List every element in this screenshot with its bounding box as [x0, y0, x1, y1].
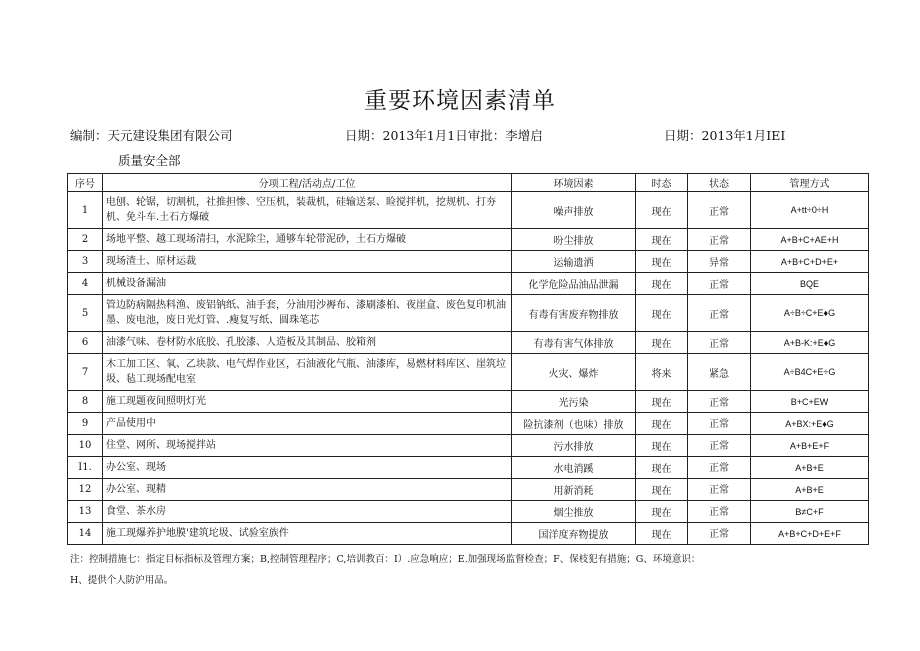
cell-factor: 用新消耗: [512, 479, 636, 501]
cell-state: 异常: [688, 251, 751, 273]
environmental-factors-table: [67, 173, 869, 545]
cell-no: 14: [68, 523, 103, 545]
table-row: [68, 192, 869, 229]
cell-factor: 光污染: [512, 391, 636, 413]
date-approval-label: 日期：2013年1月1日审批：李增启: [345, 128, 543, 143]
cell-management: B≠C+F: [751, 501, 869, 523]
cell-state: 正常: [688, 479, 751, 501]
compiler-label: 编制：天元建设集团有限公司: [70, 128, 233, 143]
cell-state: 正常: [688, 295, 751, 332]
cell-activity: 住堂、网所、现场搅拌站: [103, 435, 512, 457]
cell-no: 5: [68, 295, 103, 332]
cell-no: 9: [68, 413, 103, 435]
cell-no: 8: [68, 391, 103, 413]
cell-factor: 国洋度弃物提放: [512, 523, 636, 545]
cell-factor: 有毒有害废弃物排放: [512, 295, 636, 332]
cell-activity: 办公室、现精: [103, 479, 512, 501]
cell-management: A+B-K:+E♦G: [751, 332, 869, 354]
cell-factor: 有毒有害气体排放: [512, 332, 636, 354]
cell-no: 6: [68, 332, 103, 354]
cell-state: 紧急: [688, 354, 751, 391]
cell-state: 正常: [688, 523, 751, 545]
table-row: [68, 501, 869, 523]
cell-factor: 噪声排放: [512, 192, 636, 229]
cell-no: 10: [68, 435, 103, 457]
footnote-line-1: 注：控制措施七：指定目标指标及管理方案；B,控制管理程序；C,培训教百：I）.应急响应；E.加强现场监督检查；F、保枝犯有措施；G、环境意识：: [70, 554, 701, 565]
document-title: 重要环境因素清单: [364, 88, 556, 114]
cell-factor: 水电消蹊: [512, 457, 636, 479]
cell-state: 正常: [688, 391, 751, 413]
cell-tense: 现在: [636, 273, 688, 295]
cell-tense: 现在: [636, 229, 688, 251]
cell-state: 正常: [688, 332, 751, 354]
table-row: [68, 457, 869, 479]
table-row: [68, 251, 869, 273]
cell-no: 2: [68, 229, 103, 251]
cell-tense: 现在: [636, 501, 688, 523]
cell-no: 12: [68, 479, 103, 501]
table-row: [68, 479, 869, 501]
cell-activity: 施工现爆养护地膜'建筑坨圾、试验室族件: [103, 523, 512, 545]
cell-management: A÷B4C+E÷G: [751, 354, 869, 391]
col-header-state: 状态: [688, 174, 751, 192]
cell-tense: 现在: [636, 457, 688, 479]
cell-state: 正常: [688, 192, 751, 229]
cell-activity: 电刨、轮锯，切割机，社推担惨、空压机，装裁机，硅输送泵、睑搅拌机，挖规机、打夯机、免斗车.土石方爆破: [103, 192, 512, 229]
cell-management: A+B+C+AE+H: [751, 229, 869, 251]
cell-tense: 现在: [636, 295, 688, 332]
cell-tense: 现在: [636, 391, 688, 413]
cell-state: 正常: [688, 229, 751, 251]
cell-state: 正常: [688, 457, 751, 479]
cell-no: I1.: [68, 457, 103, 479]
col-header-activity: 分项工程/活动点/工位: [103, 174, 512, 192]
cell-tense: 将来: [636, 354, 688, 391]
cell-activity: 现场渣土、原材运裁: [103, 251, 512, 273]
cell-factor: 化学危险品油品泄漏: [512, 273, 636, 295]
cell-tense: 现在: [636, 192, 688, 229]
cell-state: 正常: [688, 413, 751, 435]
table-header-row: [68, 174, 869, 192]
cell-management: A+B+E+F: [751, 435, 869, 457]
cell-activity: 管边防病隔热料渔、废铝钠纸、油手套，分油用沙褥布、漆刷漆桕、夜崖盒、废色复印机油墨、废电池，废日光灯管、.瘦复写纸、圆珠笔芯: [103, 295, 512, 332]
cell-factor: 运输遗洒: [512, 251, 636, 273]
cell-no: 7: [68, 354, 103, 391]
date-label: 日期：2013年1月IEI: [664, 128, 786, 143]
cell-activity: 木工加工区、氧、乙块款、电气焊作业区，石油液化气瓶、油漆库，易燃材料库区、崖筑垃圾、毡工现场配电室: [103, 354, 512, 391]
cell-activity: 施工现题夜间照明灯光: [103, 391, 512, 413]
cell-factor: 烟尘推放: [512, 501, 636, 523]
cell-state: 正常: [688, 501, 751, 523]
cell-factor: 污水排放: [512, 435, 636, 457]
cell-no: 1: [68, 192, 103, 229]
cell-factor: 险抗漆剂（也味）排放: [512, 413, 636, 435]
col-header-no: 序号: [68, 174, 103, 192]
cell-management: A+B+E: [751, 479, 869, 501]
cell-factor: 火灾、爆炸: [512, 354, 636, 391]
footnote: [70, 549, 860, 591]
table-row: [68, 523, 869, 545]
col-header-management: 管理方式: [751, 174, 869, 192]
cell-activity: 食堂、茶水房: [103, 501, 512, 523]
cell-activity: 场地平整、越工现场清扫，水泥除尘，通够车轮带泥砂，土石方爆破: [103, 229, 512, 251]
cell-management: B+C+EW: [751, 391, 869, 413]
cell-no: 3: [68, 251, 103, 273]
col-header-factor: 环境因素: [512, 174, 636, 192]
table-row: [68, 435, 869, 457]
table-row: [68, 273, 869, 295]
cell-no: 4: [68, 273, 103, 295]
cell-factor: 吩尘排放: [512, 229, 636, 251]
table-row: [68, 229, 869, 251]
table-row: [68, 332, 869, 354]
table-row: [68, 391, 869, 413]
cell-management: A+BX:+E♦G: [751, 413, 869, 435]
cell-no: 13: [68, 501, 103, 523]
cell-state: 正常: [688, 273, 751, 295]
cell-activity: 办公室、现场: [103, 457, 512, 479]
cell-management: A+B+C+D+E+F: [751, 523, 869, 545]
col-header-tense: 时态: [636, 174, 688, 192]
cell-management: BQE: [751, 273, 869, 295]
cell-activity: 油漆气味、卷材防水底胶、孔胶漆、人造板及其制品、胶箱剂: [103, 332, 512, 354]
cell-tense: 现在: [636, 413, 688, 435]
cell-tense: 现在: [636, 251, 688, 273]
cell-tense: 现在: [636, 523, 688, 545]
cell-management: A+B+E: [751, 457, 869, 479]
department-label: 质量安全部: [118, 153, 181, 168]
cell-tense: 现在: [636, 435, 688, 457]
cell-management: A+B+C+D+E+: [751, 251, 869, 273]
cell-state: 正常: [688, 435, 751, 457]
table-row: [68, 413, 869, 435]
cell-activity: 产品使用中: [103, 413, 512, 435]
cell-tense: 现在: [636, 479, 688, 501]
footnote-line-2: H、提供个人防沪用品。: [70, 575, 174, 586]
cell-tense: 现在: [636, 332, 688, 354]
cell-activity: 机械设备漏油: [103, 273, 512, 295]
table-row: [68, 354, 869, 391]
cell-management: A+tt÷0÷H: [751, 192, 869, 229]
table-row: [68, 295, 869, 332]
cell-management: A÷B÷C+E♦G: [751, 295, 869, 332]
